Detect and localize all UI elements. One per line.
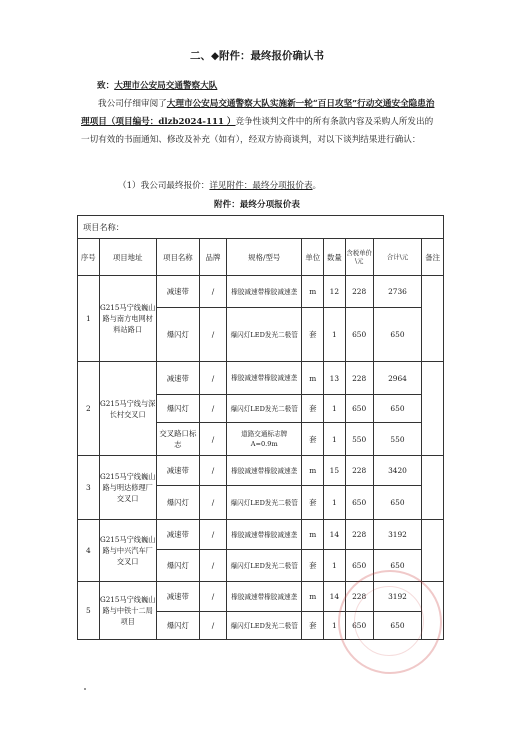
cell-spec: 橡胶减速带橡胶减速垄 bbox=[226, 582, 302, 612]
cell-qty: 13 bbox=[324, 362, 346, 395]
cell-item: 交叉路口标志 bbox=[156, 423, 199, 456]
cell-unit: m bbox=[302, 520, 324, 550]
page-title: 二、◆附件：最终报价确认书 bbox=[189, 50, 325, 62]
cell-unit: m bbox=[302, 456, 324, 486]
intro-text-b: 竞争性谈判文件中的所有条款内容及采购人所发出的一切有效的书面通知、修改及补充（如有），经双方协商谈判，对以下谈判结果进行确认： bbox=[81, 117, 434, 145]
row-no: 5 bbox=[78, 582, 100, 640]
cell-brand: / bbox=[199, 582, 226, 612]
header-remark: 备注 bbox=[422, 239, 444, 276]
cell-unit: 套 bbox=[302, 395, 324, 423]
cell-item: 减速带 bbox=[156, 456, 199, 486]
header-total: 合计\元 bbox=[373, 239, 422, 276]
intro-paragraph bbox=[81, 95, 441, 149]
table-row bbox=[78, 456, 444, 486]
cell-spec: 橡胶减速带橡胶减速垄 bbox=[226, 520, 302, 550]
table-header-row bbox=[78, 239, 444, 276]
addressee-prefix: 致： bbox=[97, 81, 115, 91]
row-location: G215马宁线与深长村交叉口 bbox=[99, 362, 156, 456]
cell-spec: 爆闪灯LED发光二极管 bbox=[226, 550, 302, 582]
cell-qty: 1 bbox=[324, 423, 346, 456]
cell-unit: 套 bbox=[302, 486, 324, 520]
header-unit-price: 含税单价\元 bbox=[345, 239, 373, 276]
cell-total: 2736 bbox=[373, 276, 422, 308]
quote-link: 详见附件：最终分项报价表 bbox=[209, 181, 313, 191]
cell-spec: 道路交通标志牌 A=0.9m bbox=[226, 423, 302, 456]
cell-item: 爆闪灯 bbox=[156, 486, 199, 520]
cell-total: 2964 bbox=[373, 362, 422, 395]
cell-qty: 1 bbox=[324, 395, 346, 423]
cell-spec: 橡胶减速带橡胶减速垄 bbox=[226, 456, 302, 486]
final-quote-line bbox=[118, 179, 321, 191]
cell-total: 650 bbox=[373, 612, 422, 640]
header-qty: 数量 bbox=[324, 239, 346, 276]
header-item: 项目名称 bbox=[156, 239, 199, 276]
row-location: G215马宁线巍山路与中兴汽车厂交叉口 bbox=[99, 520, 156, 582]
row-location: G215马宁线巍山路与中铁十二局项目 bbox=[99, 582, 156, 640]
cell-qty: 1 bbox=[324, 308, 346, 362]
cell-unit: m bbox=[302, 276, 324, 308]
cell-item: 爆闪灯 bbox=[156, 550, 199, 582]
cell-qty: 1 bbox=[324, 550, 346, 582]
cell-total: 550 bbox=[373, 423, 422, 456]
project-name-label: 项目名称： bbox=[78, 216, 444, 239]
cell-qty: 14 bbox=[324, 520, 346, 550]
row-no: 1 bbox=[78, 276, 100, 362]
cell-brand: / bbox=[199, 486, 226, 520]
intro-project-name: 大理市公安局交通警察大队实施新一轮“百日攻坚”行动交通安全隐患治理项目（项目编号：dlzb2024-111 ） bbox=[81, 99, 435, 127]
cell-qty: 12 bbox=[324, 276, 346, 308]
intro-text-a: 我公司仔细审阅了 bbox=[98, 99, 167, 109]
cell-spec: 爆闪灯LED发光二极管 bbox=[226, 486, 302, 520]
cell-remark bbox=[422, 520, 444, 582]
cell-item: 减速带 bbox=[156, 362, 199, 395]
cell-unit: 套 bbox=[302, 308, 324, 362]
cell-brand: / bbox=[199, 276, 226, 308]
cell-spec: 爆闪灯LED发光二极管 bbox=[226, 395, 302, 423]
cell-qty: 15 bbox=[324, 456, 346, 486]
page-mark bbox=[84, 688, 86, 690]
cell-item: 爆闪灯 bbox=[156, 308, 199, 362]
cell-unit: m bbox=[302, 362, 324, 395]
header-spec: 规格/型号 bbox=[226, 239, 302, 276]
cell-remark bbox=[422, 276, 444, 362]
cell-spec: 橡胶减速带橡胶减速垄 bbox=[226, 276, 302, 308]
project-name-row bbox=[78, 216, 444, 239]
cell-unit: 套 bbox=[302, 612, 324, 640]
addressee bbox=[97, 79, 217, 91]
cell-unit-price: 228 bbox=[345, 520, 373, 550]
header-location: 项目地址 bbox=[99, 239, 156, 276]
row-no: 4 bbox=[78, 520, 100, 582]
header-unit: 单位 bbox=[302, 239, 324, 276]
cell-unit-price: 650 bbox=[345, 308, 373, 362]
cell-brand: / bbox=[199, 520, 226, 550]
cell-total: 3420 bbox=[373, 456, 422, 486]
cell-qty: 1 bbox=[324, 612, 346, 640]
cell-spec: 爆闪灯LED发光二极管 bbox=[226, 612, 302, 640]
quote-suffix: 。 bbox=[312, 181, 322, 191]
cell-brand: / bbox=[199, 550, 226, 582]
cell-qty: 1 bbox=[324, 486, 346, 520]
row-location: G215马宁线巍山路与明达修理厂交叉口 bbox=[99, 456, 156, 520]
cell-total: 650 bbox=[373, 395, 422, 423]
cell-unit-price: 228 bbox=[345, 456, 373, 486]
cell-unit-price: 650 bbox=[345, 486, 373, 520]
cell-remark bbox=[422, 362, 444, 456]
cell-unit-price: 228 bbox=[345, 582, 373, 612]
cell-total: 650 bbox=[373, 486, 422, 520]
cell-total: 3192 bbox=[373, 582, 422, 612]
cell-total: 650 bbox=[373, 308, 422, 362]
company-seal-icon bbox=[338, 570, 442, 674]
cell-total: 3192 bbox=[373, 520, 422, 550]
cell-qty: 14 bbox=[324, 582, 346, 612]
cell-brand: / bbox=[199, 308, 226, 362]
cell-unit-price: 228 bbox=[345, 276, 373, 308]
addressee-name: 大理市公安局交通警察大队 bbox=[114, 81, 218, 91]
cell-total: 650 bbox=[373, 550, 422, 582]
cell-brand: / bbox=[199, 423, 226, 456]
quote-prefix: （1）我公司最终报价： bbox=[118, 181, 210, 191]
cell-brand: / bbox=[199, 395, 226, 423]
cell-spec: 爆闪灯LED发光二极管 bbox=[226, 308, 302, 362]
cell-unit: 套 bbox=[302, 550, 324, 582]
table-row bbox=[78, 276, 444, 308]
row-location: G215马宁线巍山路与南方电网材料站路口 bbox=[99, 276, 156, 362]
cell-brand: / bbox=[199, 456, 226, 486]
table-title: 附件：最终分项报价表 bbox=[214, 200, 300, 210]
cell-item: 减速带 bbox=[156, 582, 199, 612]
row-no: 2 bbox=[78, 362, 100, 456]
cell-unit: 套 bbox=[302, 423, 324, 456]
cell-unit-price: 550 bbox=[345, 423, 373, 456]
cell-item: 爆闪灯 bbox=[156, 612, 199, 640]
cell-item: 减速带 bbox=[156, 276, 199, 308]
cell-item: 减速带 bbox=[156, 520, 199, 550]
cell-unit: m bbox=[302, 582, 324, 612]
seal-inner-ring bbox=[354, 586, 424, 656]
cell-brand: / bbox=[199, 612, 226, 640]
cell-unit-price: 650 bbox=[345, 550, 373, 582]
cell-remark bbox=[422, 456, 444, 520]
table-row bbox=[78, 362, 444, 395]
cell-item: 爆闪灯 bbox=[156, 395, 199, 423]
cell-unit-price: 650 bbox=[345, 612, 373, 640]
header-no: 序号 bbox=[78, 239, 100, 276]
cell-brand: / bbox=[199, 362, 226, 395]
table-row bbox=[78, 520, 444, 550]
cell-unit-price: 228 bbox=[345, 362, 373, 395]
cell-spec: 橡胶减速带橡胶减速垄 bbox=[226, 362, 302, 395]
row-no: 3 bbox=[78, 456, 100, 520]
cell-unit-price: 650 bbox=[345, 395, 373, 423]
header-brand: 品牌 bbox=[199, 239, 226, 276]
